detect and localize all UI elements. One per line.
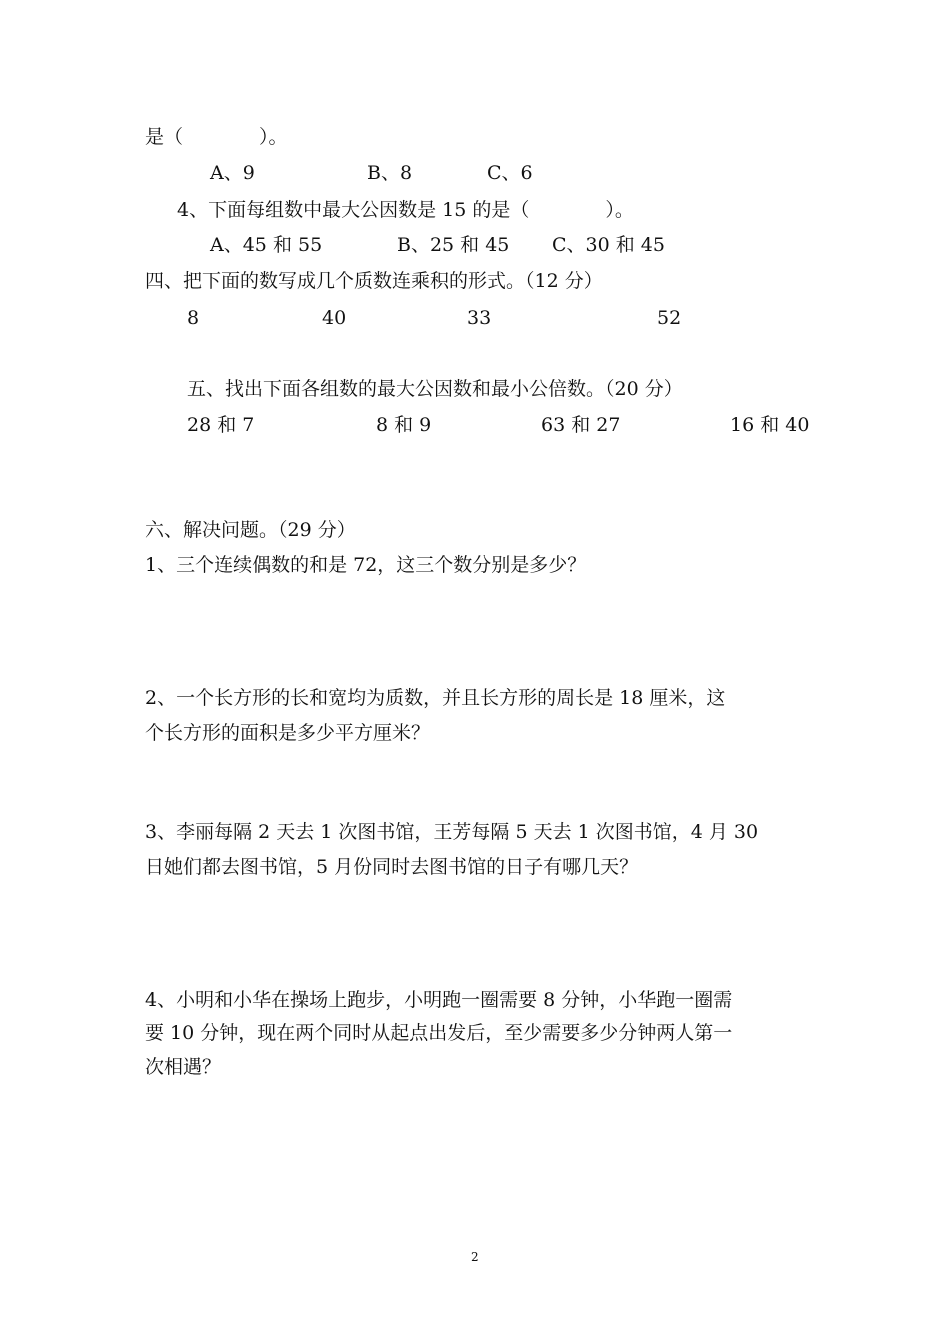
q3-end-line: 是（ ）。 xyxy=(145,126,288,148)
page-number: 2 xyxy=(471,1250,479,1264)
q4-option-a: A、45 和 55 xyxy=(210,234,323,256)
problem-4-line1: 4、小明和小华在操场上跑步，小明跑一圈需要 8 分钟，小华跑一圈需 xyxy=(145,989,733,1011)
problem-4-line2: 要 10 分钟，现在两个同时从起点出发后，至少需要多少分钟两人第一 xyxy=(145,1022,733,1044)
section4-number: 8 xyxy=(187,307,200,329)
q4-option-b: B、25 和 45 xyxy=(397,234,510,256)
problem-3-line1: 3、李丽每隔 2 天去 1 次图书馆，王芳每隔 5 天去 1 次图书馆，4 月 30 xyxy=(145,821,759,843)
section4-number: 40 xyxy=(322,307,347,329)
section5-pair: 16 和 40 xyxy=(730,414,810,436)
problem-2-line2: 个长方形的面积是多少平方厘米？ xyxy=(145,722,431,744)
q4-question: 4、下面每组数中最大公因数是 15 的是（ ）。 xyxy=(177,199,634,221)
section6-title: 六、解决问题。（29 分） xyxy=(145,519,356,541)
q3-option-b: B、8 xyxy=(367,162,413,184)
q3-option-c: C、6 xyxy=(487,162,533,184)
problem-4-line3: 次相遇？ xyxy=(145,1056,222,1078)
section5-pair: 63 和 27 xyxy=(541,414,621,436)
section5-title: 五、找出下面各组数的最大公因数和最小公倍数。（20 分） xyxy=(187,378,683,400)
section5-pair: 8 和 9 xyxy=(376,414,432,436)
section4-number: 33 xyxy=(467,307,492,329)
section4-title: 四、把下面的数写成几个质数连乘积的形式。（12 分） xyxy=(145,270,603,292)
problem-2-line1: 2、一个长方形的长和宽均为质数，并且长方形的周长是 18 厘米，这 xyxy=(145,687,726,709)
section4-number: 52 xyxy=(657,307,682,329)
q3-option-a: A、9 xyxy=(210,162,255,184)
q4-option-c: C、30 和 45 xyxy=(552,234,665,256)
section5-pair: 28 和 7 xyxy=(187,414,255,436)
problem-3-line2: 日她们都去图书馆，5 月份同时去图书馆的日子有哪几天？ xyxy=(145,856,639,878)
problem-1: 1、三个连续偶数的和是 72，这三个数分别是多少？ xyxy=(145,554,587,576)
